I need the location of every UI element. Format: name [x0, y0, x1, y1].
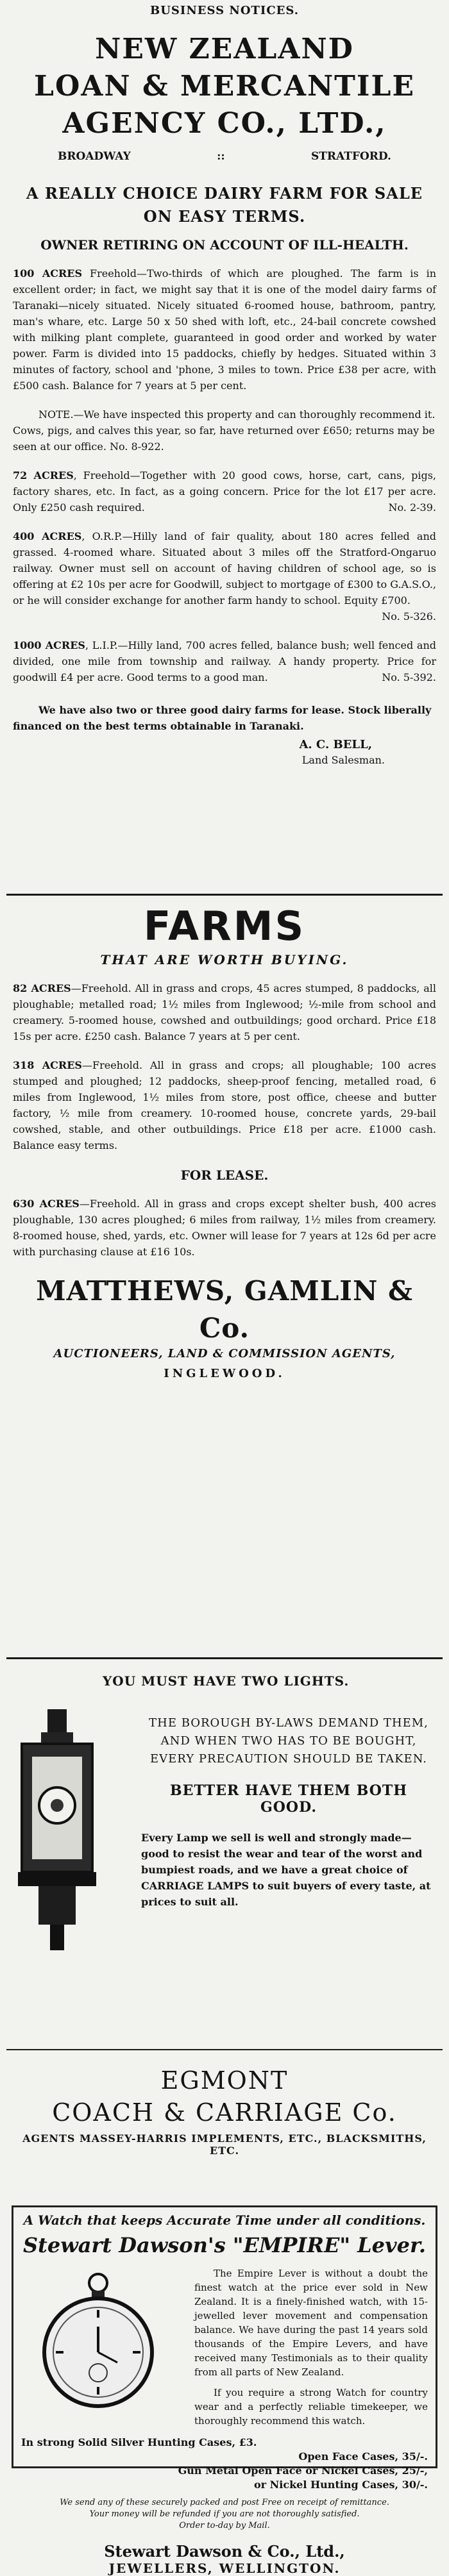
- price-gun-metal: Gun Metal Open Face or Nickel Cases, 25/-,: [178, 2464, 428, 2477]
- signature: A. C. BELL,: [299, 738, 372, 751]
- nz-loan-advert: [0, 31, 449, 894]
- matthews-gamlin-agents: AUCTIONEERS, LAND & COMMISSION AGENTS,: [53, 1347, 396, 1360]
- farm-listing-82-acres: [13, 980, 436, 1044]
- price-nickel-hunting: or Nickel Hunting Cases, 30/-.: [253, 2479, 428, 2491]
- header-title: BUSINESS NOTICES.: [150, 4, 299, 17]
- lights-body: [141, 1714, 436, 1910]
- farms-subtitle: THAT ARE WORTH BUYING.: [100, 952, 349, 967]
- address-right: STRATFORD.: [310, 150, 391, 163]
- lights-heading: YOU MUST HAVE TWO LIGHTS.: [103, 1673, 350, 1689]
- watch-tagline: A Watch that keeps Accurate Time under all conditions.: [23, 2212, 426, 2228]
- pocket-watch-illustration: [28, 2269, 169, 2410]
- watch-notes: [21, 2497, 428, 2532]
- signature-role: Land Salesman.: [301, 754, 385, 766]
- nz-loan-subhead: OWNER RETIRING ON ACCOUNT OF ILL-HEALTH.: [40, 237, 409, 253]
- stewart-dawson-advert: [12, 2205, 437, 2576]
- listing-tag: 1000 ACRES: [13, 639, 85, 651]
- egmont-title-2: COACH & CARRIAGE Co.: [52, 2098, 397, 2127]
- listing-tag: 630 ACRES: [13, 1198, 80, 1210]
- listing-100-acres: [13, 265, 436, 394]
- divider: [6, 1657, 443, 1659]
- note-order: Order to-day by Mail.: [179, 2521, 270, 2530]
- farm-listing-318-acres: [13, 1057, 436, 1153]
- listing-note: [13, 406, 436, 455]
- matthews-gamlin-town: INGLEWOOD.: [164, 1367, 285, 1380]
- listing-tag: 72 ACRES: [13, 469, 74, 481]
- watch-paragraph-1: The Empire Lever is without a doubt the finest watch at the price ever sold in New Zealand. It is a finely-finished watch, with 15-jewelled lever movement and compensation balance. We have during the past 14 years sold thousands of the Empire Levers, and have received many Testimonials as to their quality from all parts of New Zealand.: [194, 2268, 428, 2378]
- bylaw-text: THE BOROUGH BY-LAWS DEMAND THEM, AND WHEN TWO HAS TO BE BOUGHT, EVERY PRECAUTION SHOULD BE TAKEN.: [149, 1716, 428, 1766]
- egmont-advert: [0, 2064, 449, 2205]
- nz-loan-title-2: LOAN & MERCANTILE: [34, 70, 415, 103]
- note-text: NOTE.—We have inspected this property and can thoroughly recommend it. Cows, pigs, and calves this year, so far, have returned over £650; returns may be seen at our office.: [13, 408, 436, 453]
- listing-tag: 82 ACRES: [13, 982, 71, 994]
- address-separator: ::: [217, 150, 225, 163]
- listing-text: —Freehold. All in grass and crops, 45 acres stumped, 8 paddocks, all ploughable; metalled road; 1½ miles from Inglewood; ½-mile from school and creamery. 5-roomed house, cowshed and outbuildings; good orchard. Price £18 15s per acre. £250 cash. Balance 7 years at 5 per cent.: [13, 982, 436, 1042]
- listing-400-acres: [13, 528, 436, 624]
- lights-description: Every Lamp we sell is well and strongly made—good to resist the wear and tear of the worst and bumpiest roads, and we have a great choice of CARRIAGE LAMPS to suit buyers of every taste, at prices to suit all.: [141, 1832, 431, 1908]
- divider: [6, 2049, 443, 2050]
- listing-text: , L.I.P.—Hilly land, 700 acres felled, balance bush; well fenced and divided, one mile from township and railway. A handy property. Price for goodwill £4 per acre. Good terms to a good man.: [13, 639, 437, 683]
- listing-ref: No. 2-39.: [388, 501, 436, 514]
- nz-loan-address: [13, 150, 436, 163]
- note-refund: Your money will be refunded if you are not thoroughly satisfied.: [89, 2509, 360, 2519]
- stewart-dawson-footer: [21, 2542, 428, 2576]
- nz-loan-title-1: NEW ZEALAND: [95, 33, 354, 65]
- address-left: BROADWAY: [58, 150, 131, 163]
- listing-tag: 100 ACRES: [13, 267, 83, 280]
- listing-72-acres: [13, 467, 436, 515]
- business-notices-header: [0, 0, 449, 26]
- price-solid-silver: In strong Solid Silver Hunting Cases, £3.: [21, 2436, 257, 2448]
- watch-name: Stewart Dawson's "EMPIRE" Lever.: [22, 2233, 427, 2257]
- listing-ref: No. 5-326.: [382, 610, 436, 623]
- price-open-face: Open Face Cases, 35/-.: [298, 2450, 428, 2463]
- listing-ref: No. 5-392.: [382, 671, 436, 683]
- listing-text: —Freehold. All in grass and crops; all ploughable; 100 acres stumped and ploughed; 12 paddocks, sheep-proof fencing, metalled road, 6 miles from Inglewood, 1½ miles from store, post office, cheese and butter factory, ½ mile from creamery. 10-roomed house, concrete yards, 29-bail cowshed, stable, and other outbuildings. Price £18 per acre. £1000 cash. Balance easy terms.: [13, 1059, 436, 1151]
- matthews-gamlin-title: MATTHEWS, GAMLIN & Co.: [36, 1275, 413, 1344]
- watch-paragraph-2: If you require a strong Watch for country wear and a perfectly reliable timekeeper, we thoroughly recommend this watch.: [194, 2387, 428, 2427]
- divider: [6, 894, 443, 896]
- nz-loan-lead: A REALLY CHOICE DAIRY FARM FOR SALE ON EASY TERMS.: [26, 184, 423, 226]
- nz-loan-title-3: AGENCY CO., LTD.,: [62, 107, 387, 140]
- watch-body: [194, 2266, 428, 2428]
- note-ref: No. 8-922.: [110, 440, 164, 453]
- firm-trade: JEWELLERS, WELLINGTON.: [108, 2561, 341, 2576]
- watch-prices: [21, 2436, 428, 2492]
- farms-title: FARMS: [143, 903, 306, 949]
- both-good-heading: BETTER HAVE THEM BOTH GOOD.: [169, 1782, 408, 1816]
- for-lease-heading: FOR LEASE.: [180, 1167, 269, 1183]
- firm-name: Stewart Dawson & Co., Ltd.,: [104, 2542, 345, 2561]
- farms-advert: [0, 901, 449, 1657]
- note-post-free: We send any of these securely packed and post Free on receipt of remittance.: [60, 2498, 389, 2507]
- lamps-advert: [0, 1673, 449, 2049]
- lease-listing-630-acres: [13, 1196, 436, 1260]
- listing-text: , Freehold—Together with 20 good cows, horse, cart, cans, pigs, factory shares, etc. In fact, as a going concern. Price for the lot £17 per acre. Only £250 cash required.: [13, 469, 437, 514]
- listing-tag: 318 ACRES: [13, 1059, 82, 1071]
- listing-tag: 400 ACRES: [13, 530, 82, 542]
- listing-1000-acres: [13, 637, 436, 685]
- listing-text: —Freehold. All in grass and crops except shelter bush, 400 acres ploughable, 130 acres ploughed; 6 miles from railway, 1½ miles from creamery. 8-roomed house, shed, yards, etc. Owner will lease for 7 years at 12s 6d per acre with purchasing clause at £16 10s.: [13, 1198, 437, 1258]
- egmont-title-1: EGMONT: [160, 2066, 289, 2095]
- nz-loan-closing: We have also two or three good dairy farms for lease. Stock liberally financed on the best terms obtainable in Taranaki.: [13, 704, 432, 732]
- carriage-lamp-illustration: [15, 1709, 99, 1953]
- listing-text: Freehold—Two-thirds of which are ploughed. The farm is in excellent order; in fact, we might say that it is one of the model dairy farms of Taranaki—nicely situated. Nicely situated 6-roomed house, bathroom, pantry, man's whare, etc. Large 50 x 50 shed with loft, etc., 24-bail concrete cowshed with milking plant complete, guaranteed in good order and worked by water power. Farm is divided into 15 paddocks, chiefly by hedges. Situated within 3 minutes of factory, school and 'phone, 3 miles to town. Price £38 per acre, with £500 cash. Balance for 7 years at 5 per cent.: [13, 267, 436, 392]
- listing-text: , O.R.P.—Hilly land of fair quality, about 180 acres felled and grassed. 4-roomed whare. Situated about 3 miles off the Stratford-Ongaruo railway. Owner must sell on account of having children of school age, so is offering at £2 10s per acre for Goodwill, subject to mortgage of £300 to G.A.S.O., or he will consider exchange for another farm handy to school. Equity £700.: [13, 530, 437, 606]
- egmont-agents: AGENTS MASSEY-HARRIS IMPLEMENTS, ETC., BLACKSMITHS, ETC.: [22, 2132, 427, 2157]
